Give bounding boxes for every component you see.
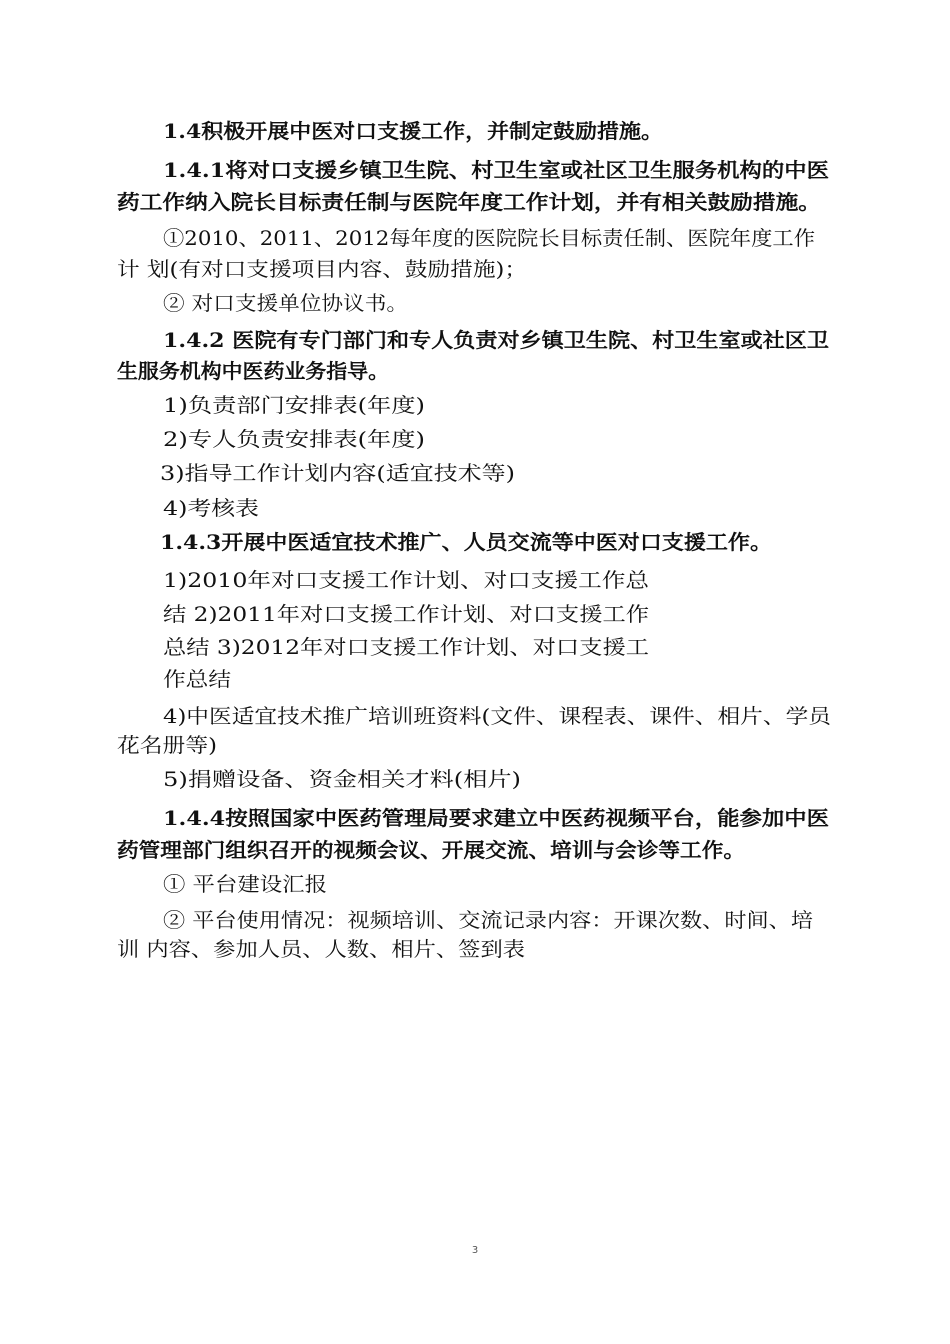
heading-1-4-2-l1: 1.4.2 医院有专门部门和专人负责对乡镇卫生院、村卫生室或社区卫 xyxy=(163,328,829,352)
item-1-4-2-2: 2)专人负责安排表(年度) xyxy=(163,427,425,451)
heading-1-4-1-l2: 药工作纳入院长目标责任制与医院年度工作计划，并有相关鼓励措施。 xyxy=(117,190,821,214)
heading-1-4-2-l2: 生服务机构中医药业务指导。 xyxy=(117,359,389,383)
heading-1-4-3: 1.4.3开展中医适宜技术推广、人员交流等中医对口支援工作。 xyxy=(160,530,772,554)
item-1-4-3-4-l2: 花名册等) xyxy=(117,733,217,757)
item-1-4-3-l4: 作总结 xyxy=(163,667,231,691)
item-1-4-2-1: 1)负责部门安排表(年度) xyxy=(163,393,425,417)
item-1-4-2-4: 4)考核表 xyxy=(163,496,259,520)
heading-1-4-1-l1: 1.4.1将对口支援乡镇卫生院、村卫生室或社区卫生服务机构的中医 xyxy=(163,158,829,182)
item-1-4-1-b: ② 对口支援单位协议书。 xyxy=(163,291,408,315)
item-1-4-4-b-l2: 训 内容、参加人员、人数、相片、签到表 xyxy=(117,937,525,961)
item-1-4-1-a-l2: 计 划(有对口支援项目内容、鼓励措施)； xyxy=(117,257,527,281)
item-1-4-3-l1: 1)2010年对口支援工作计划、对口支援工作总 xyxy=(163,568,649,592)
heading-1-4-4-l1: 1.4.4按照国家中医药管理局要求建立中医药视频平台，能参加中医 xyxy=(163,806,829,830)
heading-1-4-4-l2: 药管理部门组织召开的视频会议、开展交流、培训与会诊等工作。 xyxy=(117,838,745,862)
item-1-4-1-a-l1: ①2010、2011、2012每年度的医院院长目标责任制、医院年度工作 xyxy=(163,226,815,250)
item-1-4-4-a: ① 平台建设汇报 xyxy=(163,872,327,896)
item-1-4-3-l2: 结 2)2011年对口支援工作计划、对口支援工作 xyxy=(163,602,649,626)
item-1-4-3-l3: 总结 3)2012年对口支援工作计划、对口支援工 xyxy=(163,635,649,659)
page-number: 3 xyxy=(471,1245,479,1256)
item-1-4-3-5: 5)捐赠设备、资金相关才料(相片) xyxy=(163,767,521,791)
item-1-4-2-3: 3)指导工作计划内容(适宜技术等) xyxy=(160,461,515,485)
item-1-4-3-4-l1: 4)中医适宜技术推广培训班资料(文件、课程表、课件、相片、学员 xyxy=(163,704,831,728)
heading-1-4: 1.4积极开展中医对口支援工作，并制定鼓励措施。 xyxy=(163,119,663,143)
item-1-4-4-b-l1: ② 平台使用情况：视频培训、交流记录内容：开课次数、时间、培 xyxy=(163,908,813,932)
